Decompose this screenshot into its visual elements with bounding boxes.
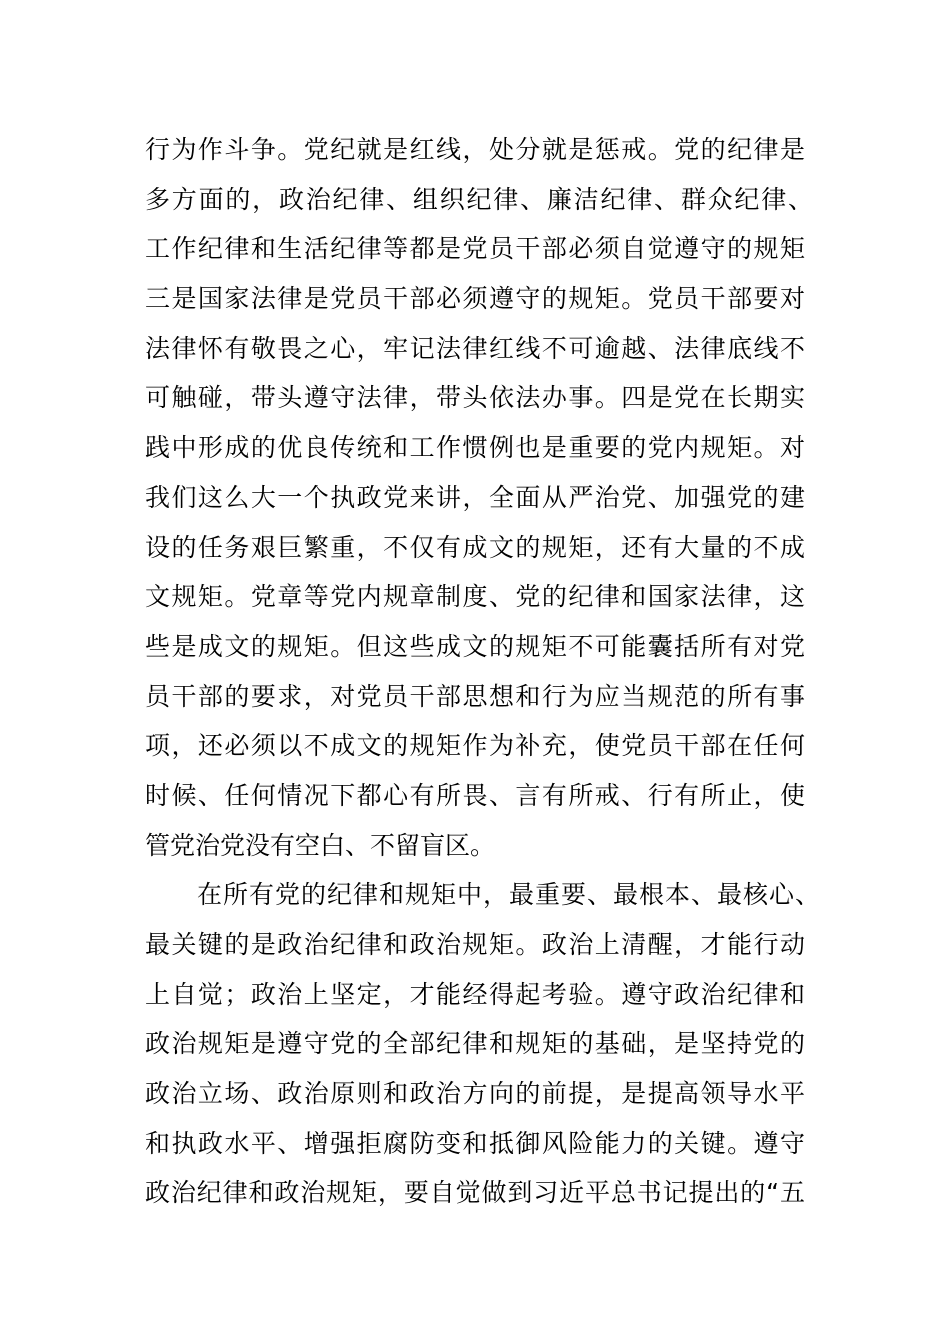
text-line: 和执政水平、增强拒腐防变和抵御风险能力的关键。遵守 <box>145 1128 805 1158</box>
text-line: 可触碰，带头遵守法律，带头依法办事。四是党在长期实 <box>145 383 805 413</box>
text-line: 政治规矩是遵守党的全部纪律和规矩的基础，是坚持党的 <box>145 1029 805 1059</box>
text-line: 践中形成的优良传统和工作惯例也是重要的党内规矩。对 <box>145 433 805 463</box>
text-line: 些是成文的规矩。但这些成文的规矩不可能囊括所有对党 <box>145 631 805 661</box>
text-line: 工作纪律和生活纪律等都是党员干部必须自觉遵守的规矩 <box>145 234 805 264</box>
text-line: 政治纪律和政治规矩，要自觉做到习近平总书记提出的“五 <box>145 1178 805 1208</box>
text-line: 三是国家法律是党员干部必须遵守的规矩。党员干部要对 <box>145 284 805 314</box>
text-line: 法律怀有敬畏之心，牢记法律红线不可逾越、法律底线不 <box>145 333 805 363</box>
paragraph-2 <box>145 870 820 1218</box>
text-line: 行为作斗争。党纪就是红线，处分就是惩戒。党的纪律是 <box>145 135 805 164</box>
body-text <box>145 125 820 1218</box>
text-line: 在所有党的纪律和规矩中，最重要、最根本、最核心、 <box>197 880 820 910</box>
text-line: 时候、任何情况下都心有所畏、言有所戒、行有所止，使 <box>145 780 805 810</box>
text-line: 政治立场、政治原则和政治方向的前提，是提高领导水平 <box>145 1079 805 1109</box>
paragraph-1 <box>145 125 820 870</box>
text-line: 多方面的，政治纪律、组织纪律、廉洁纪律、群众纪律、 <box>145 184 813 214</box>
text-line: 项，还必须以不成文的规矩作为补充，使党员干部在任何 <box>145 731 805 761</box>
text-line: 文规矩。党章等党内规章制度、党的纪律和国家法律，这 <box>145 582 805 612</box>
text-line: 员干部的要求，对党员干部思想和行为应当规范的所有事 <box>145 681 805 711</box>
text-line: 管党治党没有空白、不留盲区。 <box>145 830 496 860</box>
text-line: 最关键的是政治纪律和政治规矩。政治上清醒，才能行动 <box>145 930 805 959</box>
text-line: 上自觉；政治上坚定，才能经得起考验。遵守政治纪律和 <box>145 979 805 1009</box>
text-line: 我们这么大一个执政党来讲，全面从严治党、加强党的建 <box>145 482 805 512</box>
text-line: 设的任务艰巨繁重，不仅有成文的规矩，还有大量的不成 <box>145 532 805 562</box>
